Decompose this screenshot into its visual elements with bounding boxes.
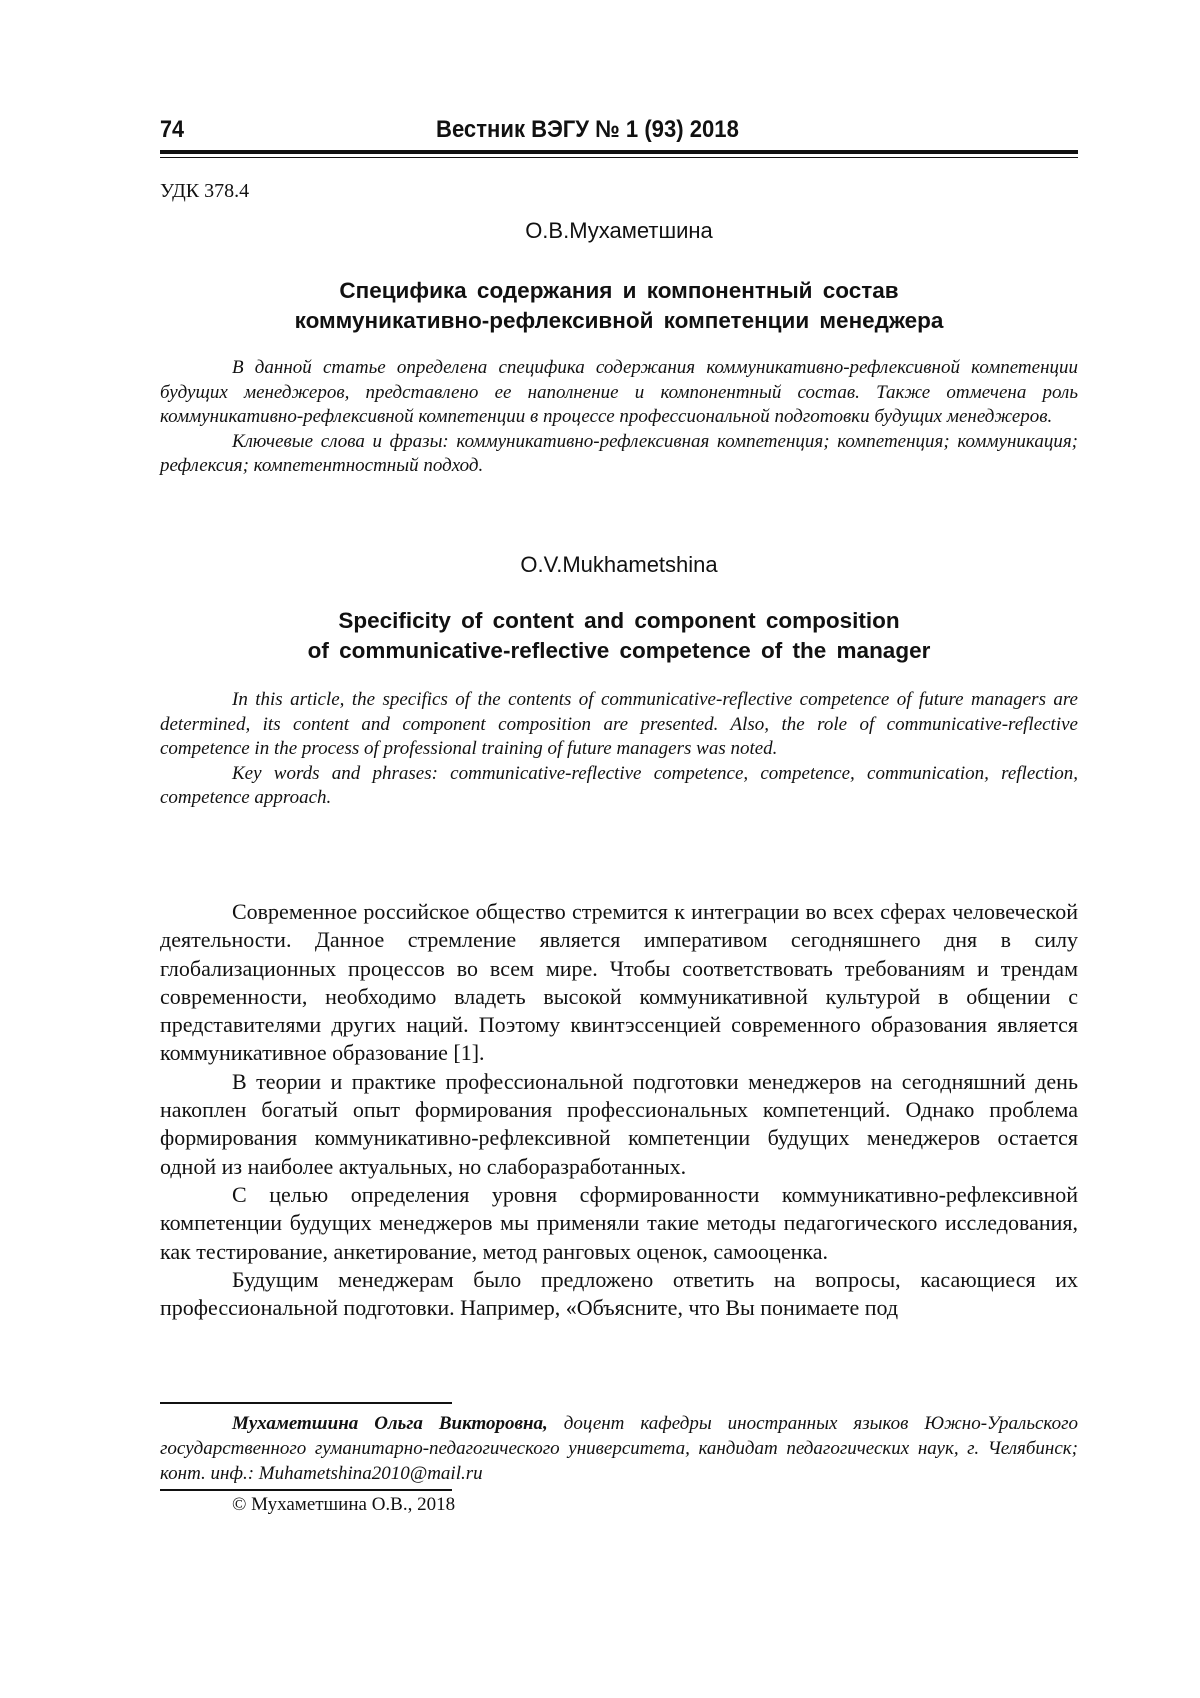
copyright-rule: [160, 1489, 452, 1491]
body-paragraph: В теории и практике профессиональной подготовки менеджеров на сегодняшний день накоплен богатый опыт формирования профессиональных компетенций. Однако проблема формирования коммуникативно-рефлексивной компетенции будущих менеджеров остается одной из наиболее актуальных, но слаборазработанных.: [160, 1068, 1078, 1179]
body-paragraph: С целью определения уровня сформированности коммуникативно-рефлексивной компетенции будущих менеджеров мы применяли такие методы педагогического исследования, как тестирование, анкетирование, метод ранговых оценок, самооценка.: [160, 1181, 1078, 1264]
abstract-en-text: In this article, the specifics of the contents of communicative-reflective competence of future managers are determined, its content and component composition are presented. Also, the role of communicative-reflective competence in the process of professional training of future managers was noted.: [160, 689, 1078, 759]
abstract-ru: [160, 356, 1078, 479]
copyright-note: © Мухаметшина О.В., 2018: [232, 1494, 456, 1515]
header-rule-thick: [160, 150, 1078, 154]
body-paragraph: Современное российское общество стремится к интеграции во всех сферах человеческой деятельности. Данное стремление является императивом сегодняшнего дня в силу глобализационных процессов во всем мире. Чтобы соответствовать требованиям и трендам современности, необходимо владеть высокой коммуникативной культурой в общении с представителями других наций. Поэтому квинтэссенцией современного образования является коммуникативное образование [1].: [160, 899, 1078, 1066]
body-paragraph: Будущим менеджерам было предложено ответить на вопросы, касающиеся их профессиональной подготовки. Например, «Объясните, что Вы понимаете под: [160, 1266, 1078, 1321]
footnote-rule: [160, 1402, 452, 1404]
title-en: [160, 606, 1078, 666]
abstract-ru-text: В данной статье определена специфика содержания коммуникативно-рефлексивной компетенции будущих менеджеров, представлено ее наполнение и компонентный состав. Также отмечена роль коммуникативно-рефлексивной компетенции в процессе профессиональной подготовки будущих менеджеров.: [160, 357, 1078, 427]
udk-code: УДК 378.4: [160, 180, 250, 202]
author-en: O.V.Mukhametshina: [520, 552, 718, 577]
footnote-author-name: Мухаметшина Ольга Викторовна,: [232, 1413, 548, 1434]
article-body: [160, 898, 1078, 1322]
page-number: 74: [160, 116, 185, 143]
running-header: [160, 116, 1078, 154]
journal-title: Вестник ВЭГУ № 1 (93) 2018: [436, 116, 739, 143]
header-rule-thin: [160, 157, 1078, 158]
abstract-en: [160, 688, 1078, 811]
author-ru: О.В.Мухаметшина: [525, 218, 713, 243]
title-ru-line2: коммуникативно-рефлексивной компетенции менеджера: [294, 308, 944, 333]
title-en-line1: Specificity of content and component composition: [338, 608, 900, 633]
keywords-en: Key words and phrases: communicative-reflective competence, competence, communication, reflection, competence approach.: [160, 762, 1078, 808]
title-en-line2: of communicative-reflective competence of the manager: [307, 638, 931, 663]
title-ru: [160, 276, 1078, 336]
author-footnote: [160, 1411, 1078, 1486]
footnote-author-info: доцент кафедры иностранных языков Южно-Уральского государственного гуманитарно-педагогического университета, кандидат педагогических наук, г. Челябинск; конт. инф.: Muhametshina2010@mail.ru: [160, 1413, 1078, 1484]
keywords-ru: Ключевые слова и фразы: коммуникативно-рефлексивная компетенция; компетенция; коммуникация; рефлексия; компетентностный подход.: [160, 430, 1078, 476]
title-ru-line1: Специфика содержания и компонентный состав: [339, 278, 899, 303]
